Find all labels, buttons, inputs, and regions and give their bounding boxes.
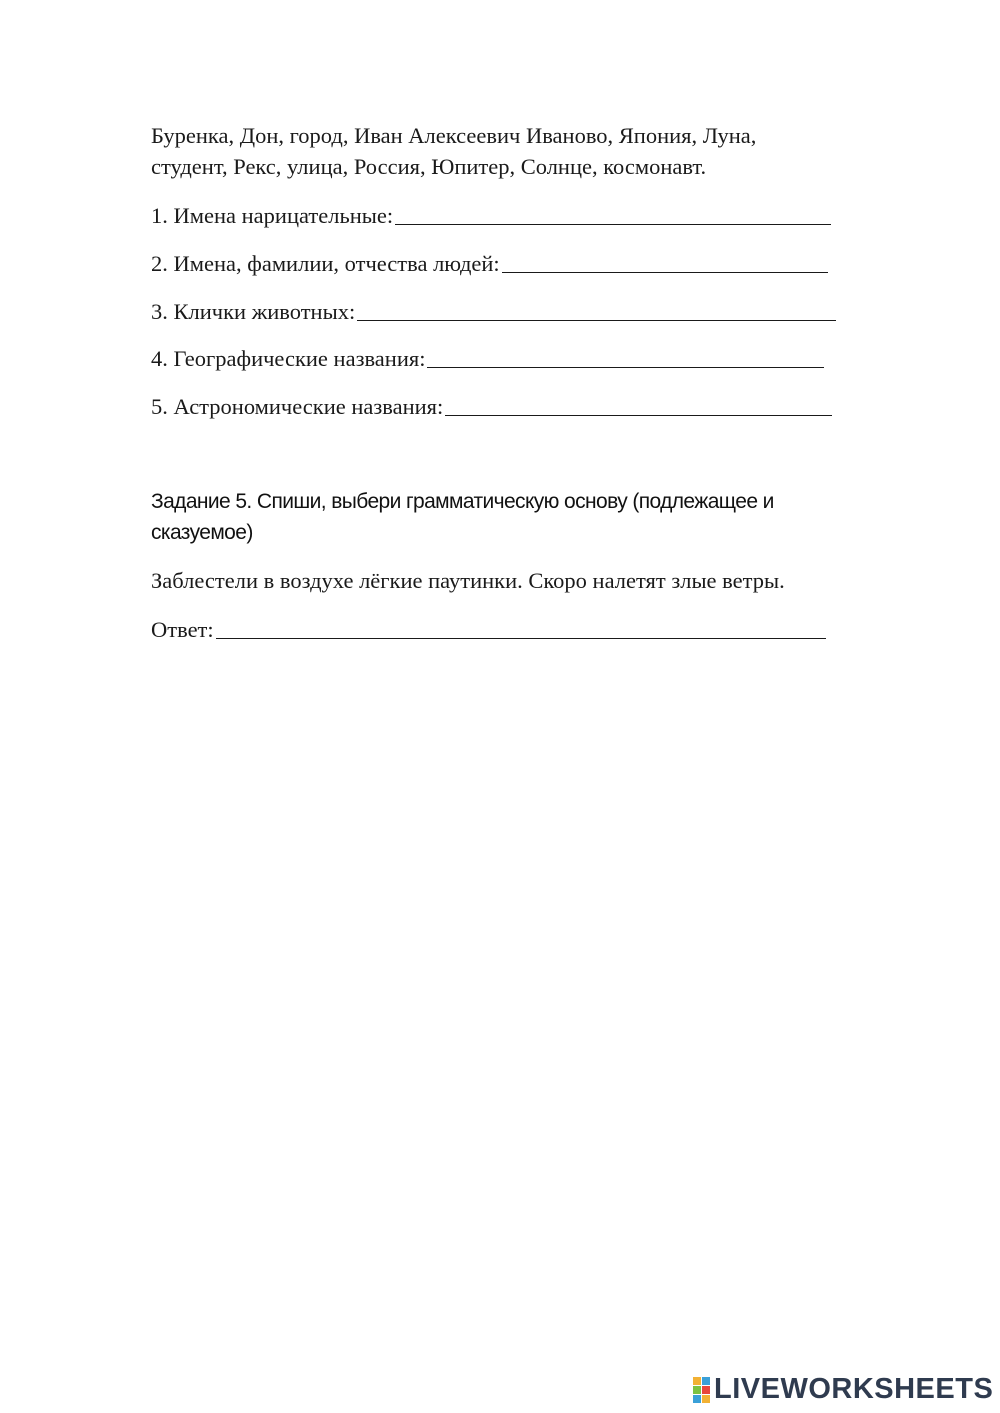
- category-label: 5. Астрономические названия:: [151, 394, 444, 419]
- task-5-answer: [151, 614, 826, 645]
- liveworksheets-logo-icon: [693, 1376, 711, 1402]
- category-label: 3. Клички животных:: [151, 299, 356, 324]
- category-animal-names: [151, 296, 836, 327]
- answer-blank[interactable]: [427, 366, 824, 368]
- task-5-title-line-1: Задание 5. Спиши, выбери грамматическую основу (подлежащее и: [151, 490, 774, 513]
- word-list: [151, 120, 756, 182]
- category-label: 2. Имена, фамилии, отчества людей:: [151, 251, 500, 276]
- answer-blank[interactable]: [216, 637, 826, 639]
- answer-blank[interactable]: [502, 271, 828, 273]
- word-list-line-1: Буренка, Дон, город, Иван Алексеевич Иваново, Япония, Луна,: [151, 123, 757, 148]
- category-common-nouns: [151, 200, 831, 231]
- category-label: 4. Географические названия:: [151, 346, 426, 371]
- category-geographic-names: [151, 343, 824, 374]
- answer-blank[interactable]: [357, 319, 836, 321]
- category-people-names: [151, 248, 828, 279]
- task-5-title-line-2: сказуемое): [151, 521, 253, 544]
- category-label: 1. Имена нарицательные:: [151, 203, 394, 228]
- answer-blank[interactable]: [445, 414, 832, 416]
- answer-blank[interactable]: [395, 223, 831, 225]
- task-5-title: [151, 486, 851, 548]
- word-list-line-2: студент, Рекс, улица, Россия, Юпитер, Солнце, космонавт.: [151, 154, 707, 179]
- answer-label: Ответ:: [151, 617, 214, 642]
- category-astronomical-names: [151, 391, 832, 422]
- task-5-sentence: Заблестели в воздухе лёгкие паутинки. Скоро налетят злые ветры.: [151, 568, 785, 593]
- liveworksheets-logo: [693, 1374, 993, 1404]
- logo-text: LIVEWORKSHEETS: [714, 1373, 994, 1405]
